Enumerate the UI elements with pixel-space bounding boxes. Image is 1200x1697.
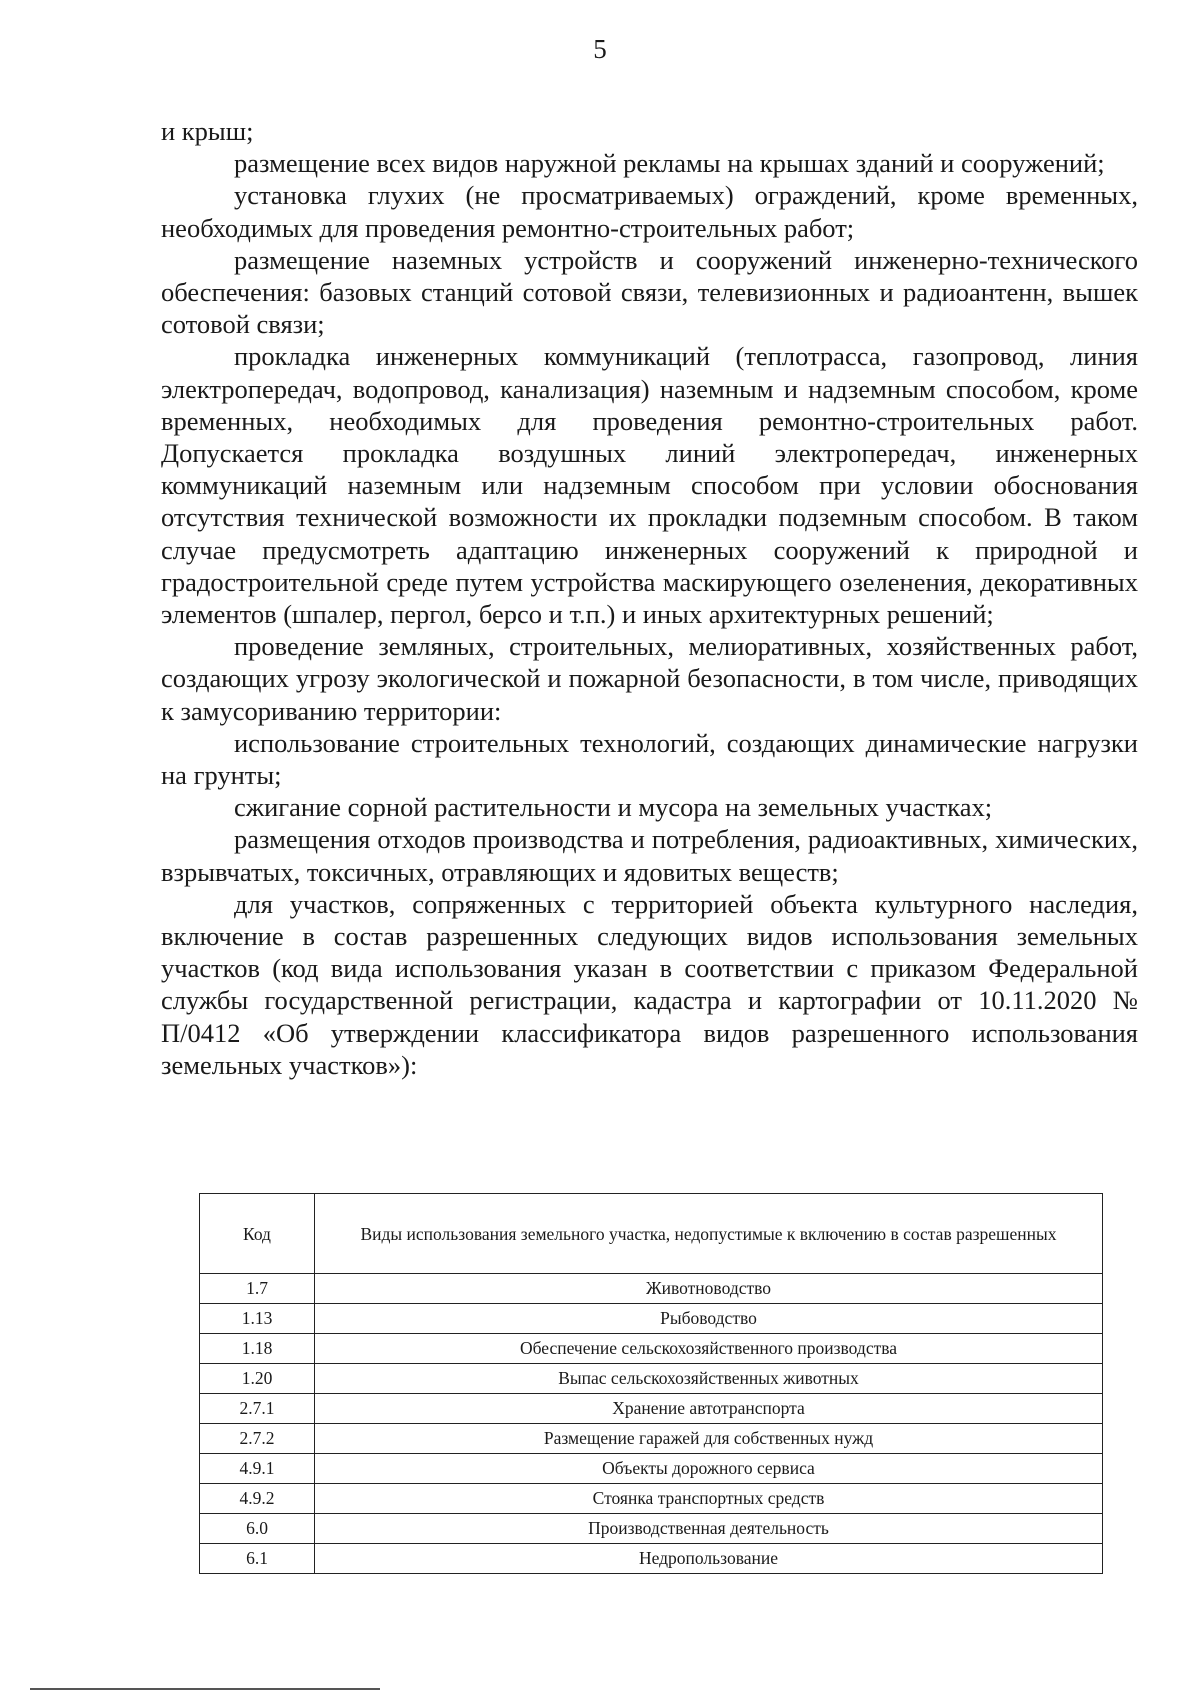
paragraph: установка глухих (не просматриваемых) ограждений, кроме временных, необходимых для проведения ремонтно-строительных работ; (161, 180, 1138, 243)
table-row (200, 1454, 1103, 1484)
table-row (200, 1394, 1103, 1424)
cell-land-use: Выпас сельскохозяйственных животных (315, 1364, 1103, 1394)
cell-land-use: Размещение гаражей для собственных нужд (315, 1424, 1103, 1454)
paragraph: сжигание сорной растительности и мусора на земельных участках; (234, 792, 993, 823)
cell-code: 1.7 (200, 1274, 315, 1304)
paragraph: и крыш; (161, 116, 254, 146)
table-header-row (200, 1194, 1103, 1274)
cell-land-use: Стоянка транспортных средств (315, 1484, 1103, 1514)
cell-code: 6.0 (200, 1514, 315, 1544)
paragraph: проведение земляных, строительных, мелиоративных, хозяйственных работ, создающих угрозу экологической и пожарной безопасности, в том числе, приводящих к замусориванию территории: (161, 631, 1138, 726)
page-number: 5 (593, 34, 607, 64)
cell-code: 1.13 (200, 1304, 315, 1334)
cell-code: 1.18 (200, 1334, 315, 1364)
cell-land-use: Рыбоводство (315, 1304, 1103, 1334)
table-row (200, 1484, 1103, 1514)
cell-code: 4.9.1 (200, 1454, 315, 1484)
paragraph: размещение наземных устройств и сооружений инженерно-технического обеспечения: базовых станций сотовой связи, телевизионных и радиоантенн, вышек сотовой связи; (161, 244, 1138, 340)
cell-land-use: Животноводство (315, 1274, 1103, 1304)
table-row (200, 1544, 1103, 1574)
header-code: Код (200, 1194, 315, 1274)
cell-code: 2.7.1 (200, 1394, 315, 1424)
cell-code: 1.20 (200, 1364, 315, 1394)
cell-land-use: Хранение автотранспорта (315, 1394, 1103, 1424)
cell-land-use: Недропользование (315, 1544, 1103, 1574)
header-land-use: Виды использования земельного участка, недопустимые к включению в состав разрешенных (315, 1194, 1103, 1274)
paragraph: размещение всех видов наружной рекламы на крышах зданий и сооружений; (234, 148, 1105, 179)
paragraph: прокладка инженерных коммуникаций (теплотрасса, газопровод, линия электропередач, водопровод, канализация) наземным и надземным способом, кроме временных, необходимых для проведения ремонтно-строительных работ. Допускается прокладка воздушных линий электропередач, инженерных коммуникаций наземным или надземным способом при условии обоснования отсутствия технической возможности их прокладки подземным способом. В таком случае предусмотреть адаптацию инженерных сооружений к природной и градостроительной среде путем устройства маскирующего озеленения, декоративных элементов (шпалер, пергол, берсо и т.п.) и иных архитектурных решений; (161, 341, 1138, 630)
table-row (200, 1364, 1103, 1394)
table-row (200, 1274, 1103, 1304)
cell-land-use: Объекты дорожного сервиса (315, 1454, 1103, 1484)
paragraph: размещения отходов производства и потребления, радиоактивных, химических, взрывчатых, токсичных, отравляющих и ядовитых веществ; (161, 824, 1138, 887)
paragraph: для участков, сопряженных с территорией объекта культурного наследия, включение в состав разрешенных следующих видов использования земельных участков (код вида использования указан в соответствии с приказом Федеральной службы государственной регистрации, кадастра и картографии от 10.11.2020 № П/0412 «Об утверждении классификатора видов разрешенного использования земельных участков»): (161, 888, 1138, 1080)
table-row (200, 1304, 1103, 1334)
bottom-divider (30, 1688, 380, 1690)
paragraph: использование строительных технологий, создающих динамические нагрузки на грунты; (161, 727, 1138, 791)
cell-land-use: Производственная деятельность (315, 1514, 1103, 1544)
land-use-table (199, 1193, 1103, 1574)
cell-code: 4.9.2 (200, 1484, 315, 1514)
table-row (200, 1514, 1103, 1544)
cell-land-use: Обеспечение сельскохозяйственного производства (315, 1334, 1103, 1364)
table-row (200, 1424, 1103, 1454)
cell-code: 6.1 (200, 1544, 315, 1574)
body-text (161, 115, 1138, 1081)
cell-code: 2.7.2 (200, 1424, 315, 1454)
table-row (200, 1334, 1103, 1364)
